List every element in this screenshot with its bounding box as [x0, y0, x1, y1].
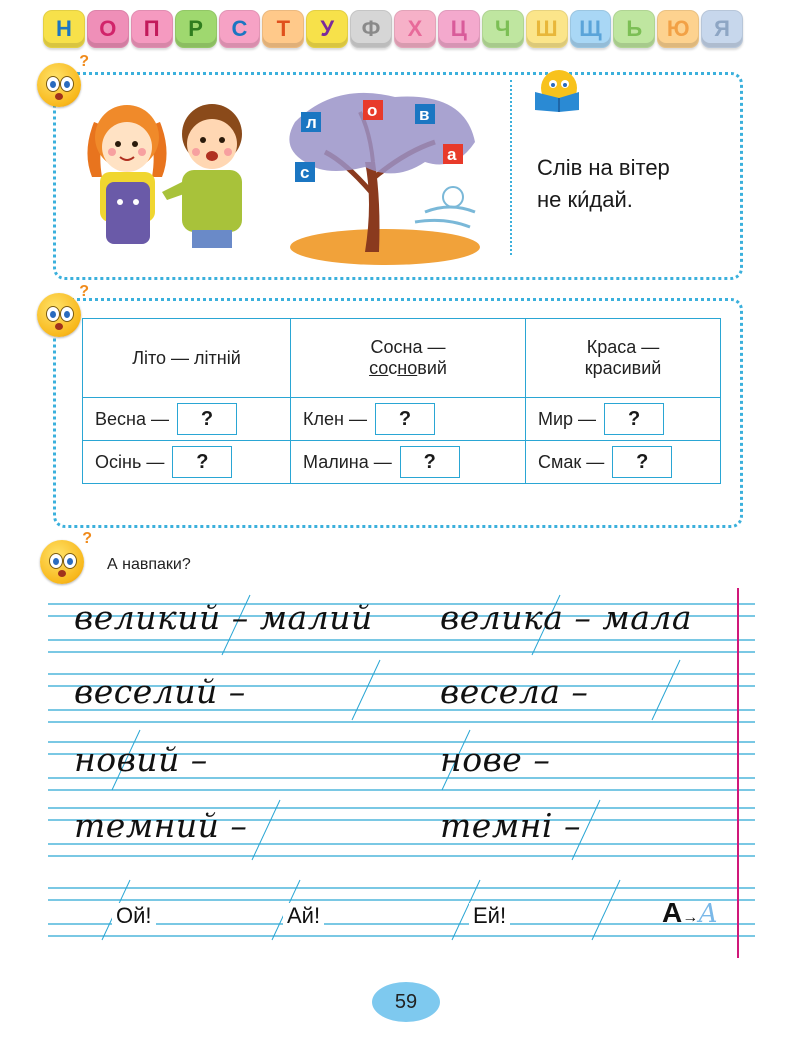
script-letter: А — [698, 899, 718, 929]
alphabet-letter-tile: П — [131, 10, 173, 48]
table-cell: Смак — ? — [526, 441, 721, 484]
interjection: Ой! — [112, 903, 156, 929]
answer-box[interactable]: ? — [400, 446, 460, 478]
exercise-instruction: А навпаки? — [107, 556, 191, 573]
alphabet-letter-tile: Ю — [657, 10, 699, 48]
alphabet-letter-tile: Ш — [526, 10, 568, 48]
table-cell: Клен — ? — [291, 398, 526, 441]
handwritten-word-pair: темні – — [440, 806, 581, 845]
handwritten-word-pair: велика – мала — [440, 598, 693, 637]
tree-letter: в — [419, 105, 430, 124]
alphabet-letter-tile: Х — [394, 10, 436, 48]
handwritten-word-pair: темний – — [74, 806, 248, 845]
alphabet-letter-tile: Ь — [613, 10, 655, 48]
handwritten-word-pair: новий – — [74, 740, 208, 779]
page-number: 59 — [372, 982, 440, 1022]
table-cell: Осінь — ? — [83, 441, 291, 484]
table-cell: Весна — ? — [83, 398, 291, 441]
table-cell: Малина — ? — [291, 441, 526, 484]
alphabet-letter-tile: Ч — [482, 10, 524, 48]
table-header: Краса — красивий — [526, 319, 721, 398]
alphabet-letter-tile: Р — [175, 10, 217, 48]
tree-letter: о — [367, 101, 378, 120]
proverb-line: не ки́дай. — [537, 187, 633, 212]
alphabet-letter-tile: О — [87, 10, 129, 48]
alphabet-letter-tile: Ц — [438, 10, 480, 48]
answer-box[interactable]: ? — [375, 403, 435, 435]
interjection: Ай! — [283, 903, 324, 929]
table-header: Сосна — сосновий — [291, 319, 526, 398]
thinking-emoji-icon: ? — [37, 63, 81, 107]
arrow-right-icon: → — [682, 909, 699, 926]
thinking-emoji-icon: ? — [40, 540, 84, 584]
alphabet-letter-tile: Щ — [570, 10, 612, 48]
alphabet-letter-tile: Ф — [350, 10, 392, 48]
print-letter: А — [662, 897, 683, 928]
handwritten-word-pair: нове – — [440, 740, 551, 779]
alphabet-letter-tile: Я — [701, 10, 743, 48]
handwritten-word-pair: великий – малий — [74, 598, 373, 637]
alphabet-letter-tile: Т — [262, 10, 304, 48]
alphabet-letter-tile: Н — [43, 10, 85, 48]
letter-print-to-script — [662, 897, 718, 929]
answer-box[interactable]: ? — [177, 403, 237, 435]
table-cell: Мир — ? — [526, 398, 721, 441]
thinking-emoji-icon: ? — [37, 293, 81, 337]
proverb-line: Слів на вітер — [537, 155, 670, 180]
answer-box[interactable]: ? — [172, 446, 232, 478]
table-header: Літо — літній — [83, 319, 291, 398]
tree-letter: с — [300, 163, 310, 182]
interjection: Ей! — [469, 903, 510, 929]
alphabet-letter-tile: У — [306, 10, 348, 48]
tree-letter: а — [447, 145, 457, 164]
answer-box[interactable]: ? — [604, 403, 664, 435]
alphabet-letter-tile: С — [219, 10, 261, 48]
answer-box[interactable]: ? — [612, 446, 672, 478]
tree-letter: л — [306, 113, 317, 132]
handwritten-word-pair: веселий – — [74, 672, 246, 711]
handwritten-word-pair: весела – — [440, 672, 589, 711]
